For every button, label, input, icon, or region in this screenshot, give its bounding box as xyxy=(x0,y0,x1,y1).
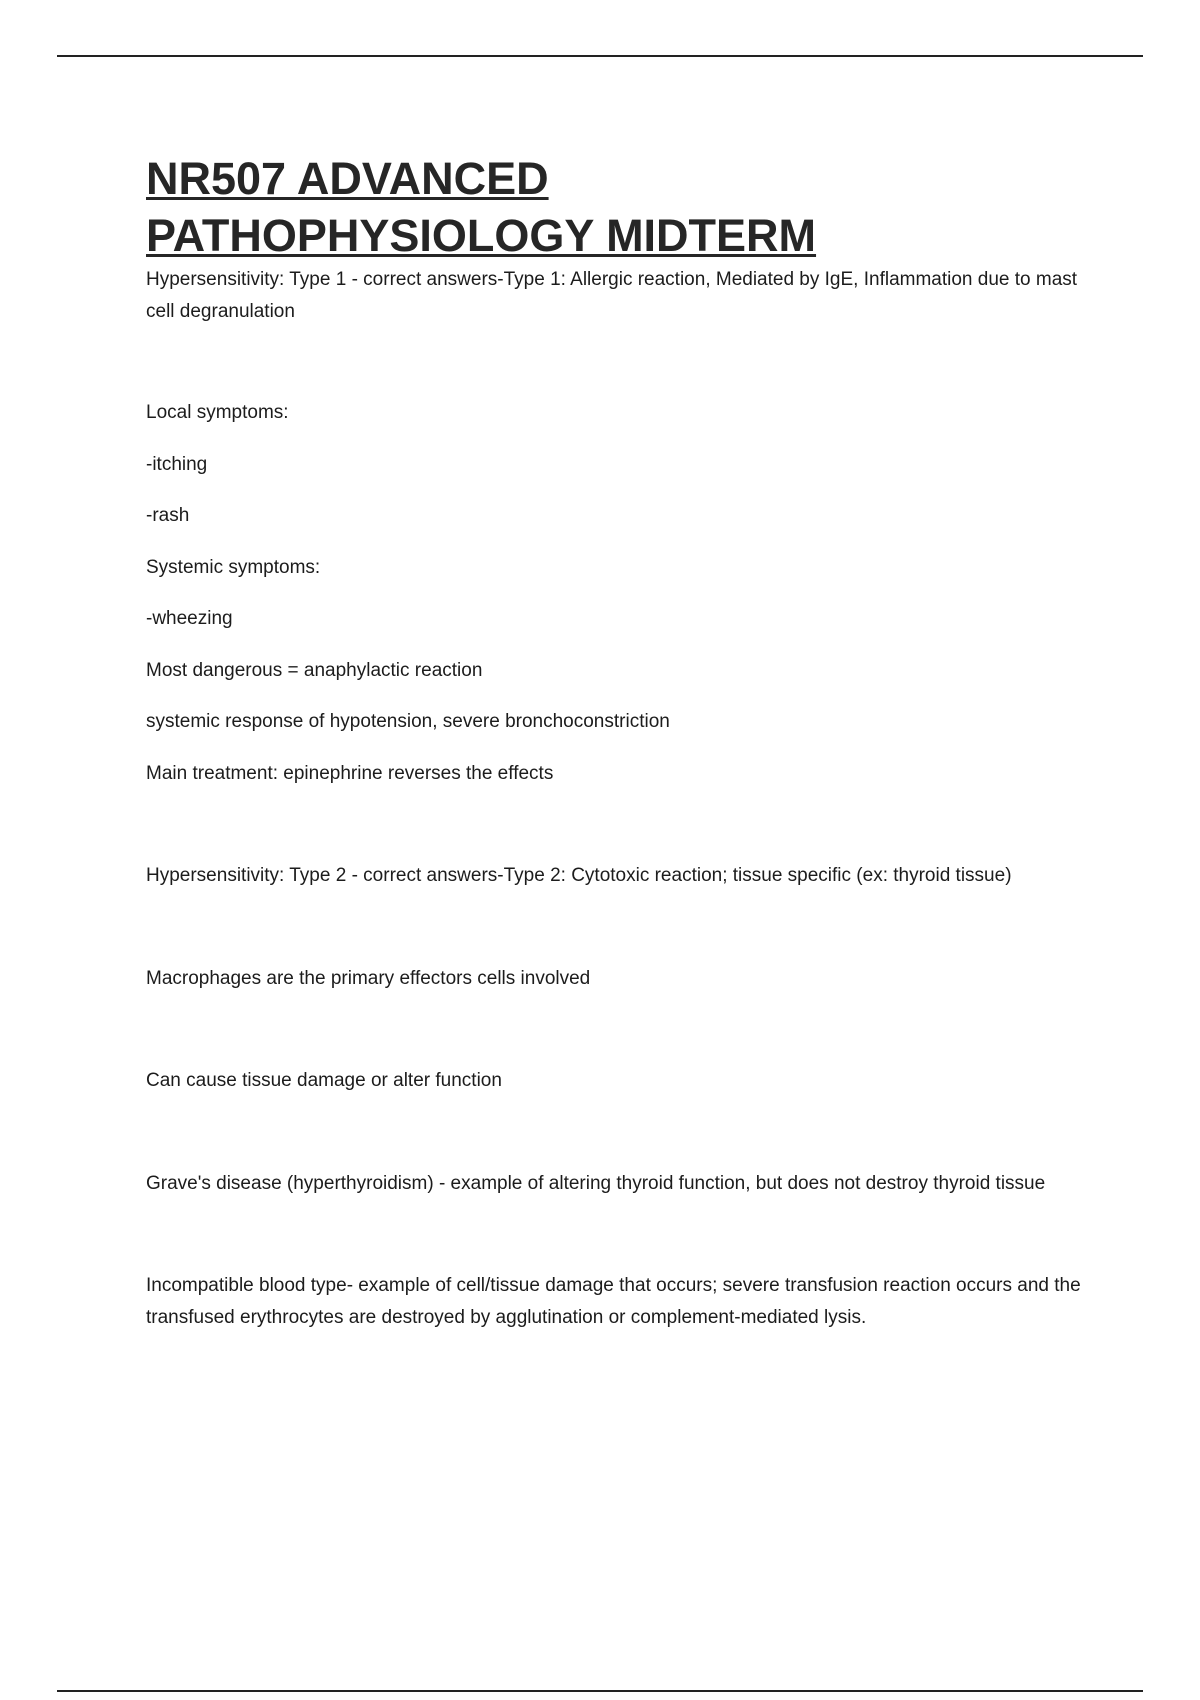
title-line-2: PATHOPHYSIOLOGY MIDTERM xyxy=(146,210,817,261)
paragraph-systemic-symptoms: Systemic symptoms: xyxy=(146,556,321,578)
paragraph-graves-disease: Grave's disease (hyperthyroidism) - example of altering thyroid function, but does not destroy thyroid tissue xyxy=(146,1172,1046,1194)
header-rule xyxy=(57,55,1143,57)
paragraph-local-symptoms: Local symptoms: xyxy=(146,402,289,423)
paragraph-main-treatment: Main treatment: epinephrine reverses the effects xyxy=(146,762,554,784)
document-body xyxy=(146,150,1086,1333)
paragraph-incompatible-blood: Incompatible blood type- example of cell/tissue damage that occurs; severe transfusion reaction occurs and the transfused erythrocytes are destroyed by agglutination or complement-mediated lysis. xyxy=(146,1275,1081,1328)
paragraph-systemic-response: systemic response of hypotension, severe bronchoconstriction xyxy=(146,711,670,732)
paragraph-most-dangerous: Most dangerous = anaphylactic reaction xyxy=(146,659,483,681)
paragraph-tissue-damage: Can cause tissue damage or alter function xyxy=(146,1070,502,1091)
paragraph-type1-definition: Hypersensitivity: Type 1 - correct answers-Type 1: Allergic reaction, Mediated by IgE, Inflammation due to mast cell degranulation xyxy=(146,269,1078,322)
paragraph-type2-definition: Hypersensitivity: Type 2 - correct answers-Type 2: Cytotoxic reaction; tissue specific (ex: thyroid tissue) xyxy=(146,865,1012,886)
paragraph-wheezing: -wheezing xyxy=(146,608,233,629)
paragraph-macrophages: Macrophages are the primary effectors cells involved xyxy=(146,967,591,989)
paragraph-itching: -itching xyxy=(146,453,208,475)
footer-rule xyxy=(57,1690,1143,1692)
title-line-1: NR507 ADVANCED xyxy=(146,153,549,204)
document-title xyxy=(146,150,1086,264)
paragraph-rash: -rash xyxy=(146,505,190,526)
